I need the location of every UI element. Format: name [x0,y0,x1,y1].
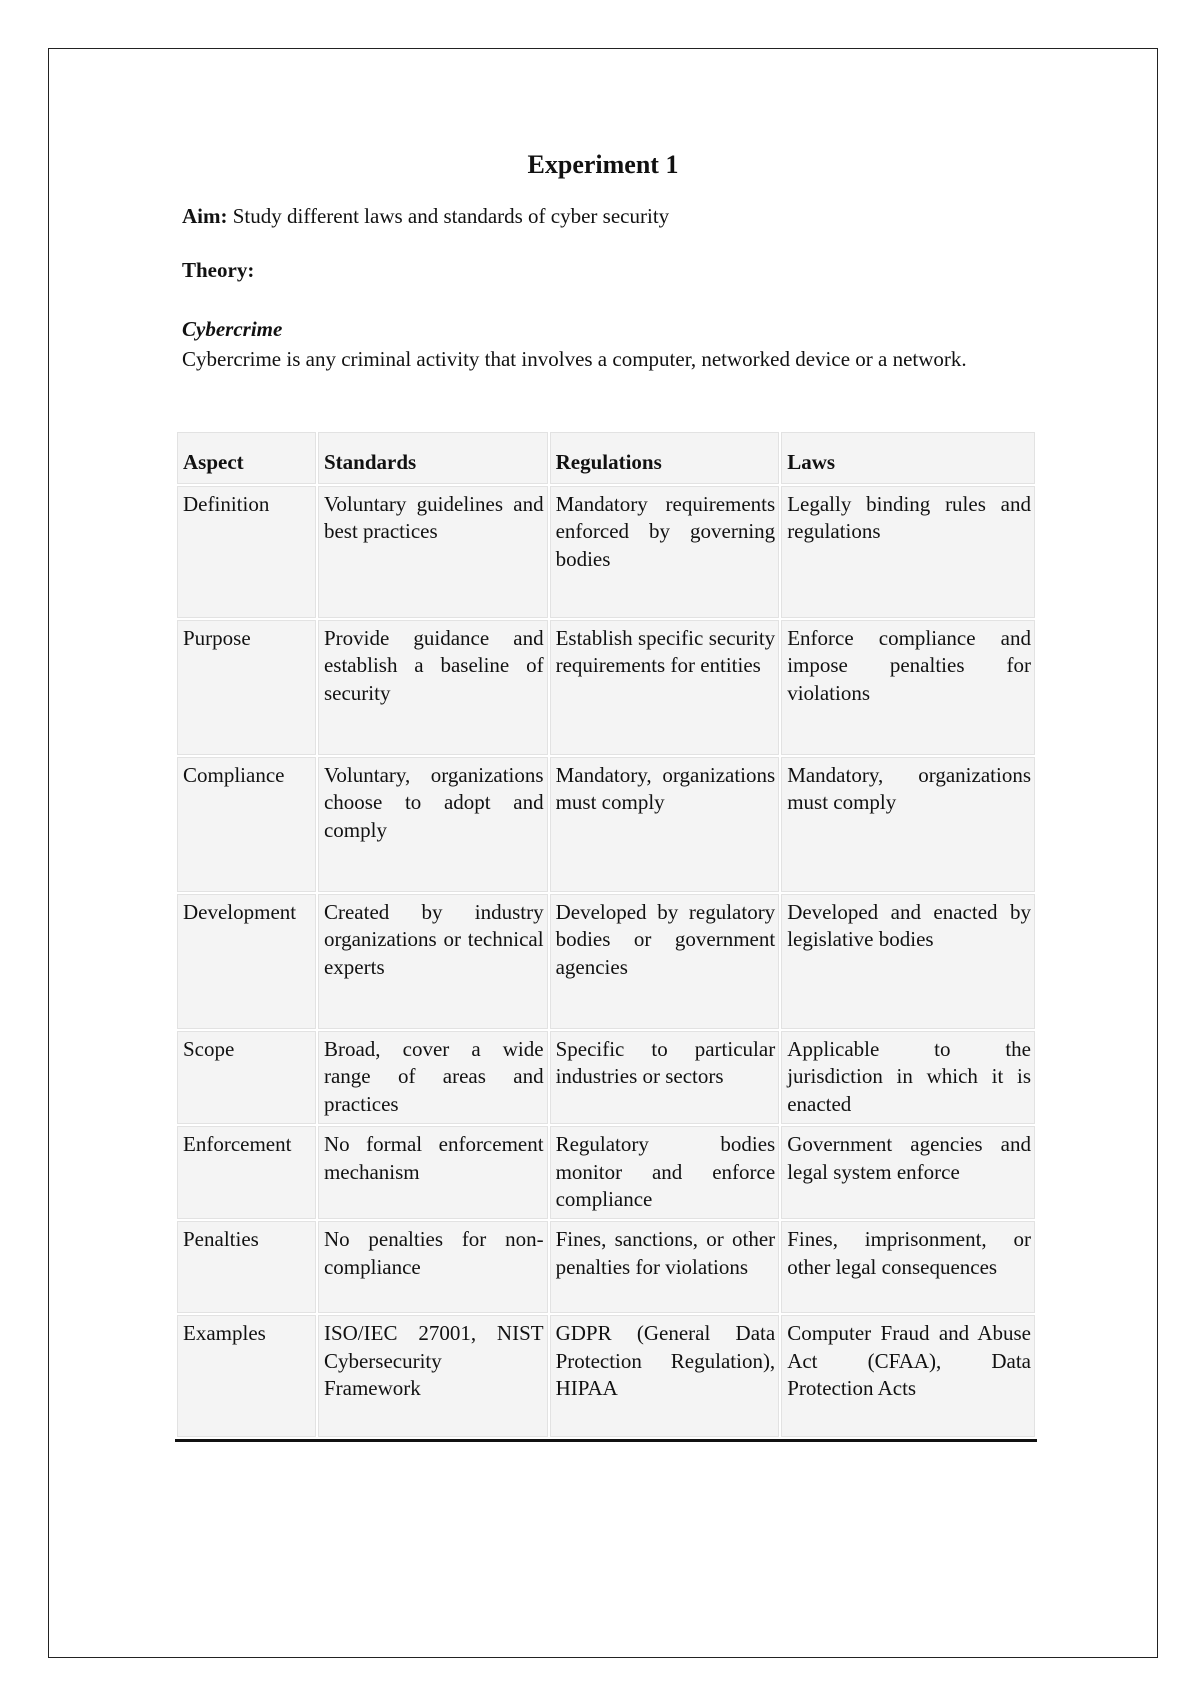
row-label: Definition [177,486,316,618]
row-label: Development [177,894,316,1029]
header-regulations: Regulations [550,432,780,484]
table-cell: Fines, sanctions, or other penalties for violations [550,1221,780,1313]
document-body [182,140,1024,373]
aim-text: Study different laws and standards of cyber security [232,203,670,228]
table-cell: Applicable to the jurisdiction in which it is enacted [781,1031,1035,1124]
row-label: Penalties [177,1221,316,1313]
table-cell: Created by industry organizations or technical experts [318,894,548,1029]
theory-heading: Theory: [182,258,255,283]
table-cell: ISO/IEC 27001, NIST Cybersecurity Framework [318,1315,548,1437]
table-cell: Provide guidance and establish a baseline of security [318,620,548,755]
table-cell: Establish specific security requirements for entities [550,620,780,755]
table-cell: Enforce compliance and impose penalties for violations [781,620,1035,755]
section-heading: Cybercrime [182,317,283,342]
table-row [177,1315,1035,1437]
table-cell: Developed and enacted by legislative bodies [781,894,1035,1029]
table-row [177,1221,1035,1313]
row-label: Compliance [177,757,316,892]
section-paragraph: Cybercrime is any criminal activity that involves a computer, networked device or a network. [182,346,967,371]
table-row [177,1126,1035,1219]
table-row [177,1031,1035,1124]
table-cell: Mandatory, organizations must comply [781,757,1035,892]
table-cell: Mandatory requirements enforced by governing bodies [550,486,780,618]
row-label: Examples [177,1315,316,1437]
aim-label: Aim: [182,203,228,228]
table-cell: Mandatory, organizations must comply [550,757,780,892]
table-cell: Fines, imprisonment, or other legal consequences [781,1221,1035,1313]
table-cell: GDPR (General Data Protection Regulation), HIPAA [550,1315,780,1437]
table-row [177,894,1035,1029]
header-standards: Standards [318,432,548,484]
header-aspect: Aspect [177,432,316,484]
table-cell: Regulatory bodies monitor and enforce compliance [550,1126,780,1219]
row-label: Enforcement [177,1126,316,1219]
table-cell: Government agencies and legal system enforce [781,1126,1035,1219]
table-cell: Legally binding rules and regulations [781,486,1035,618]
table-cell: Specific to particular industries or sectors [550,1031,780,1124]
table-cell: Broad, cover a wide range of areas and practices [318,1031,548,1124]
header-laws: Laws [781,432,1035,484]
table-cell: Voluntary, organizations choose to adopt and comply [318,757,548,892]
table-cell: Voluntary guidelines and best practices [318,486,548,618]
table-cell: No formal enforcement mechanism [318,1126,548,1219]
aim-line [182,202,1024,230]
table-header-row [177,432,1035,484]
page-title: Experiment 1 [527,150,679,179]
table-row [177,486,1035,618]
table-cell: Developed by regulatory bodies or government agencies [550,894,780,1029]
table-row [177,620,1035,755]
table-cell: No penalties for non-compliance [318,1221,548,1313]
comparison-table [175,430,1037,1439]
comparison-table-wrapper [175,430,1037,1442]
row-label: Scope [177,1031,316,1124]
table-cell: Computer Fraud and Abuse Act (CFAA), Data Protection Acts [781,1315,1035,1437]
table-row [177,757,1035,892]
row-label: Purpose [177,620,316,755]
